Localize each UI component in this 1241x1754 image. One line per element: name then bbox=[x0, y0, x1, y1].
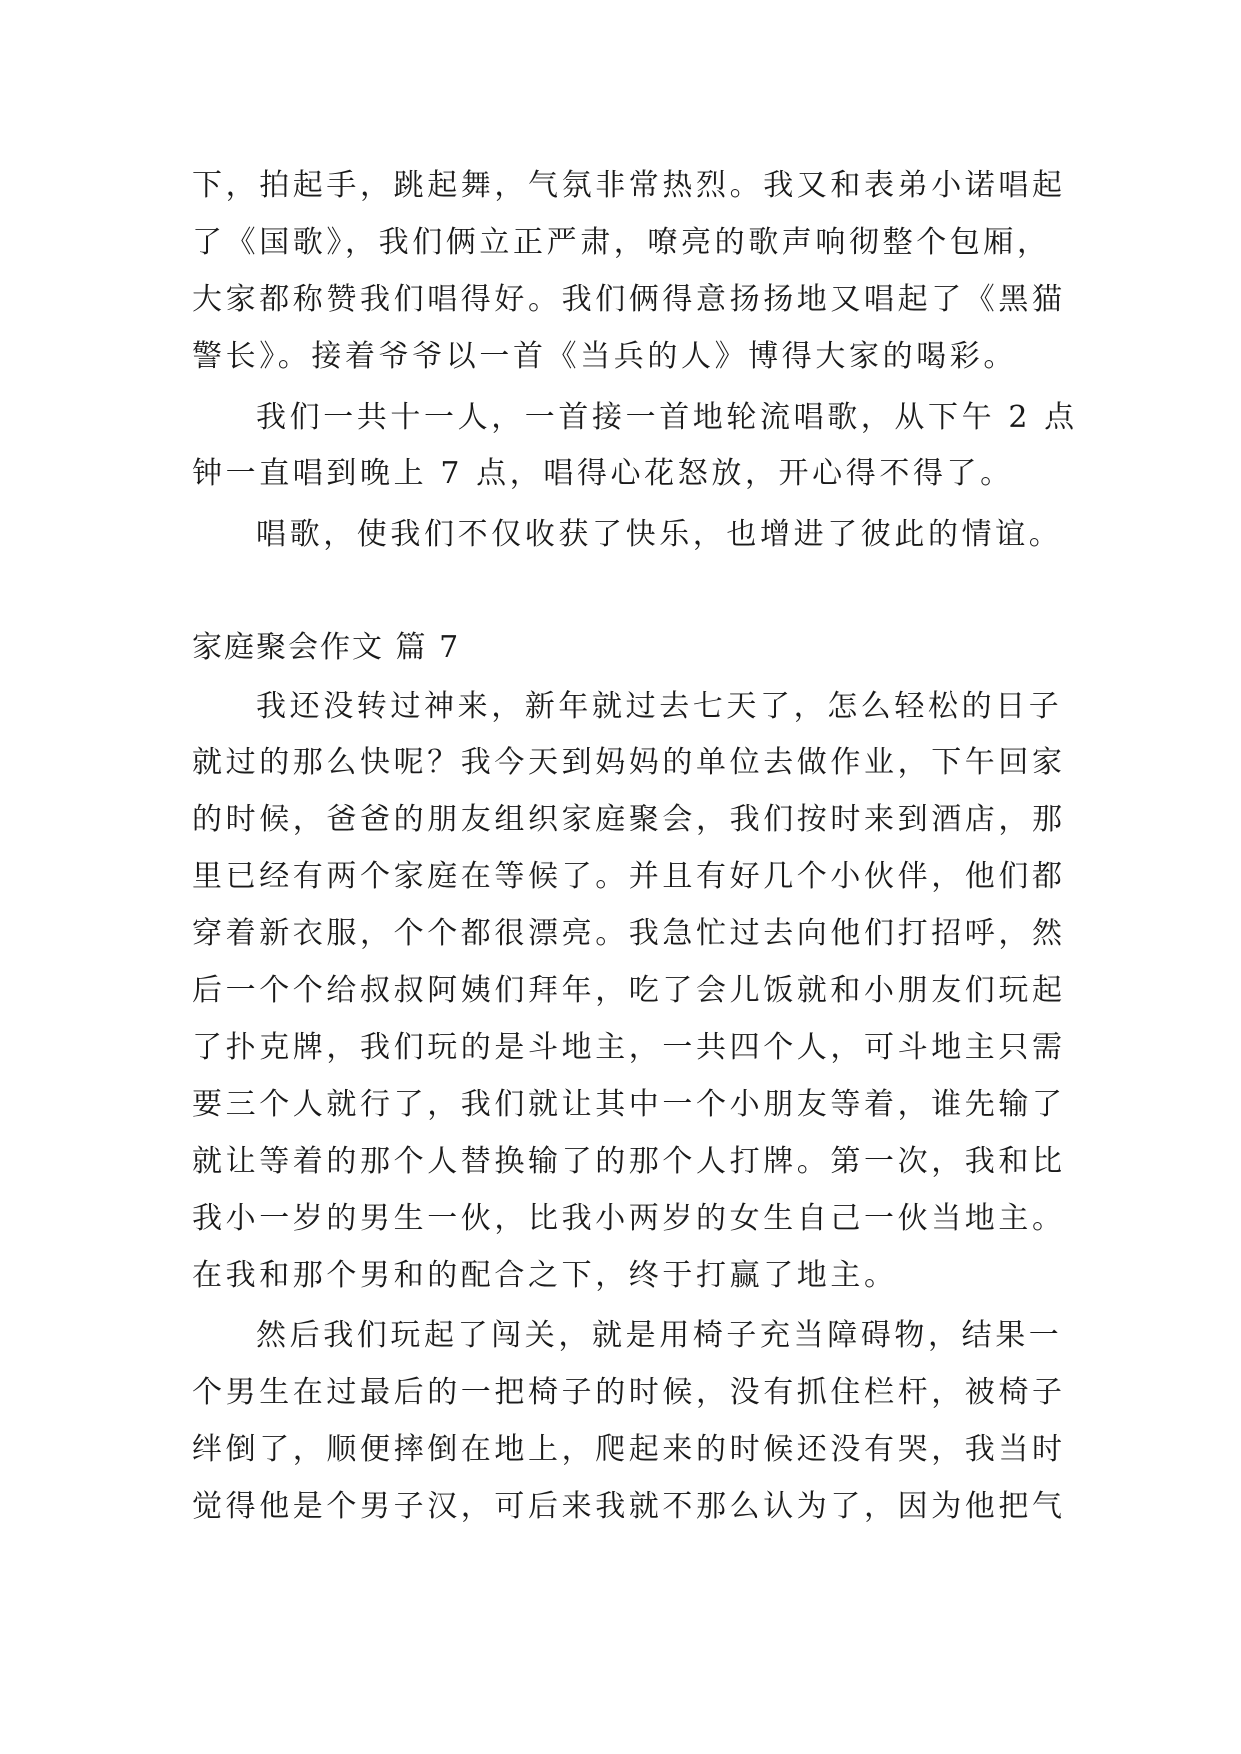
paragraph-line: 就让等着的那个人替换输了的那个人打牌。第一次，我和比 bbox=[192, 1144, 1066, 1179]
paragraph-line: 穿着新衣服，个个都很漂亮。我急忙过去向他们打招呼，然 bbox=[192, 916, 1066, 951]
paragraph-line: 要三个人就行了，我们就让其中一个小朋友等着，谁先输了 bbox=[192, 1087, 1066, 1122]
paragraph-line: 然后我们玩起了闯关，就是用椅子充当障碍物，结果一 bbox=[256, 1318, 1063, 1353]
paragraph-line: 后一个个给叔叔阿姨们拜年，吃了会儿饭就和小朋友们玩起 bbox=[192, 973, 1066, 1008]
paragraph-line: 我们一共十一人，一首接一首地轮流唱歌，从下午 2 点 bbox=[256, 400, 1078, 435]
paragraph-line: 绊倒了，顺便摔倒在地上，爬起来的时候还没有哭，我当时 bbox=[192, 1432, 1066, 1467]
paragraph-line: 钟一直唱到晚上 7 点，唱得心花怒放，开心得不得了。 bbox=[192, 456, 1014, 491]
paragraph-line: 警长》。接着爷爷以一首《当兵的人》博得大家的喝彩。 bbox=[192, 339, 1017, 374]
paragraph-line: 唱歌，使我们不仅收获了快乐，也增进了彼此的情谊。 bbox=[256, 517, 1063, 552]
paragraph-line: 我小一岁的男生一伙，比我小两岁的女生自己一伙当地主。 bbox=[192, 1201, 1066, 1236]
paragraph-line: 里已经有两个家庭在等候了。并且有好几个小伙伴，他们都 bbox=[192, 859, 1066, 894]
section-heading: 家庭聚会作文 篇 7 bbox=[192, 630, 461, 665]
paragraph-line: 下，拍起手，跳起舞，气氛非常热烈。我又和表弟小诺唱起 bbox=[192, 168, 1066, 203]
paragraph-line: 了扑克牌，我们玩的是斗地主，一共四个人，可斗地主只需 bbox=[192, 1030, 1066, 1065]
paragraph-line: 在我和那个男和的配合之下，终于打赢了地主。 bbox=[192, 1258, 898, 1293]
paragraph-line: 觉得他是个男子汉，可后来我就不那么认为了，因为他把气 bbox=[192, 1489, 1066, 1524]
paragraph-line: 就过的那么快呢？我今天到妈妈的单位去做作业，下午回家 bbox=[192, 745, 1066, 780]
paragraph-line: 了《国歌》，我们俩立正严肃，嘹亮的歌声响彻整个包厢， bbox=[192, 225, 1051, 260]
paragraph-line: 个男生在过最后的一把椅子的时候，没有抓住栏杆，被椅子 bbox=[192, 1375, 1066, 1410]
paragraph-line: 的时候，爸爸的朋友组织家庭聚会，我们按时来到酒店，那 bbox=[192, 802, 1066, 837]
paragraph-line: 大家都称赞我们唱得好。我们俩得意扬扬地又唱起了《黑猫 bbox=[192, 282, 1066, 317]
paragraph-line: 我还没转过神来，新年就过去七天了，怎么轻松的日子 bbox=[256, 689, 1063, 724]
